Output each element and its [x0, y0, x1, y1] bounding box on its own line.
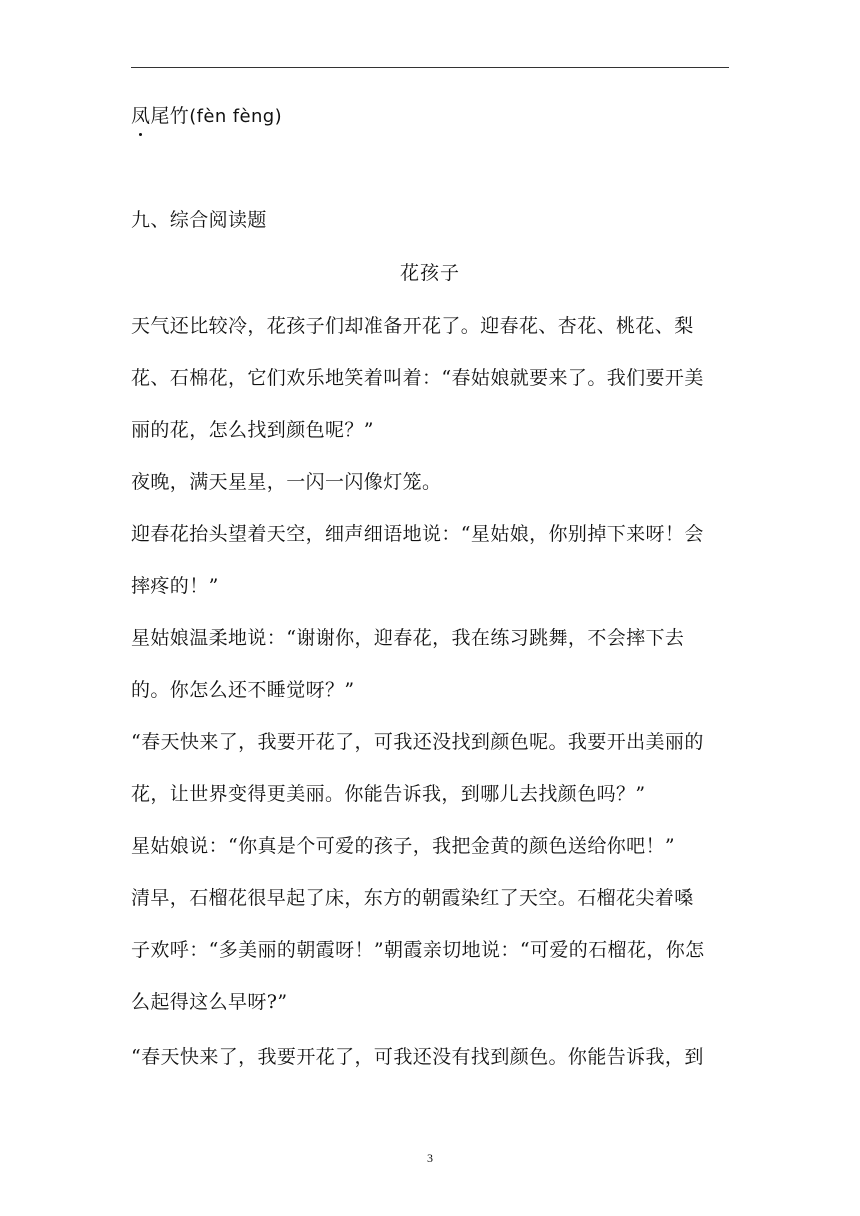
story-line: 清早，石榴花很早起了床，东方的朝霞染红了天空。石榴花尖着嗓 [131, 887, 694, 909]
story-line: 夜晚，满天星星，一闪一闪像灯笼。 [131, 471, 442, 493]
emphasis-dot-char: 凤 [131, 105, 151, 127]
page-number: 3 [427, 1151, 433, 1165]
story-line: 星姑娘说：“你真是个可爱的孩子，我把金黄的颜色送给你吧！” [131, 835, 676, 857]
header-rule [131, 67, 729, 68]
story-line: 的。你怎么还不睡觉呀？” [131, 679, 355, 701]
story-line: 星姑娘温柔地说：“谢谢你，迎春花，我在练习跳舞，不会摔下去 [131, 627, 685, 649]
story-line: 么起得这么早呀?” [131, 991, 288, 1013]
story-line: “春天快来了，我要开花了，可我还没有找到颜色。你能告诉我，到 [131, 1046, 704, 1068]
story-line: 花、石棉花，它们欢乐地笑着叫着：“春姑娘就要来了。我们要开美 [131, 367, 704, 389]
section-heading: 九、综合阅读题 [131, 209, 267, 231]
story-line: 花，让世界变得更美丽。你能告诉我，到哪儿去找颜色吗？” [131, 783, 646, 805]
story-line: 天气还比较冷，花孩子们却准备开花了。迎春花、杏花、桃花、梨 [131, 315, 694, 337]
story-line: “春天快来了，我要开花了，可我还没找到颜色呢。我要开出美丽的 [131, 731, 704, 753]
vocab-pinyin: (fèn fèng) [189, 106, 283, 127]
story-line: 子欢呼：“多美丽的朝霞呀！”朝霞亲切地说：“可爱的石榴花，你怎 [131, 939, 705, 961]
vocab-item [131, 104, 282, 129]
story-line: 丽的花，怎么找到颜色呢？” [131, 419, 374, 441]
vocab-word-rest: 尾竹 [150, 105, 190, 127]
story-title: 花孩子 [399, 262, 460, 284]
story-line: 迎春花抬头望着天空，细声细语地说：“星姑娘，你别掉下来呀！会 [131, 523, 704, 545]
story-line: 摔疼的！” [131, 575, 219, 597]
